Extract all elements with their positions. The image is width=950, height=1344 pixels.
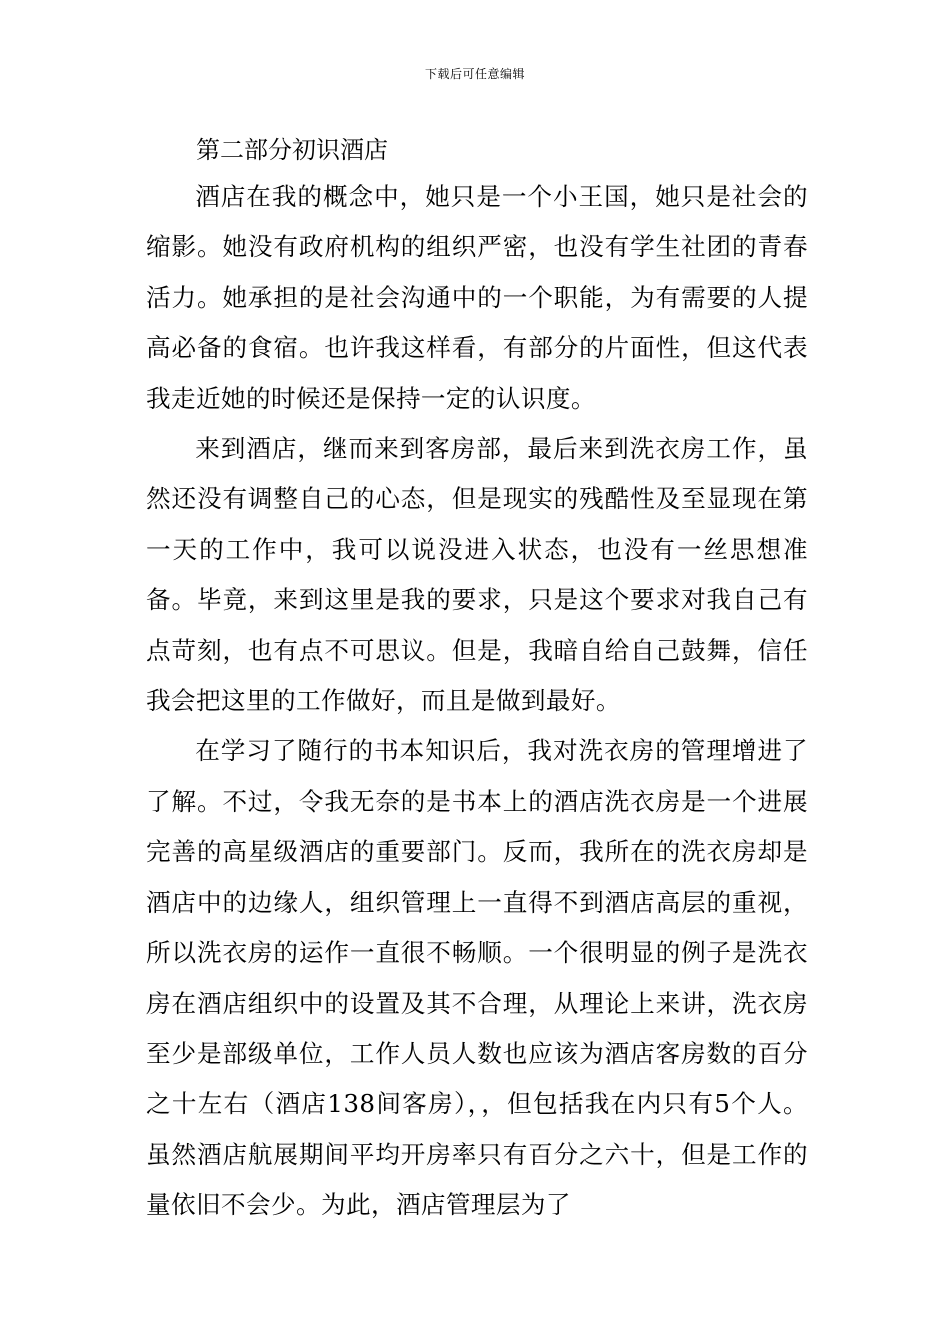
paragraph-2: 来到酒店，继而来到客房部，最后来到洗衣房工作，虽然还没有调整自己的心态，但是现实的残酷性及至显现在第一天的工作中，我可以说没进入状态，也没有一丝思想准备。毕竟，来到这里是我的要求，只是这个要求对我自己有点苛刻，也有点不可思议。但是，我暗自给自己鼓舞，信任我会把这里的工作做好，而且是做到最好。 [146,434,808,716]
section-title: 第二部分初识酒店 [196,136,388,164]
page-header-note: 下载后可任意编辑 [424,67,525,81]
document-body [146,128,808,1231]
paragraph-1: 酒店在我的概念中，她只是一个小王国，她只是社会的缩影。她没有政府机构的组织严密，也没有学生社团的青春活力。她承担的是社会沟通中的一个职能，为有需要的人提高必备的食宿。也许我这样看，有部分的片面性，但这代表我走近她的时候还是保持一定的认识度。 [146,182,808,413]
paragraph-3: 在学习了随行的书本知识后，我对洗衣房的管理增进了了解。不过，令我无奈的是书本上的酒店洗衣房是一个进展完善的高星级酒店的重要部门。反而，我所在的洗衣房却是酒店中的边缘人，组织管理上一直得不到酒店高层的重视，所以洗衣房的运作一直很不畅顺。一个很明显的例子是洗衣房在酒店组织中的设置及其不合理，从理论上来讲，洗衣房至少是部级单位，工作人员人数也应该为酒店客房数的百分之十左右（酒店138间客房），，但包括我在内只有5个人。虽然酒店航展期间平均开房率只有百分之六十，但是工作的量依旧不会少。为此，酒店管理层为了 [146,736,808,1220]
